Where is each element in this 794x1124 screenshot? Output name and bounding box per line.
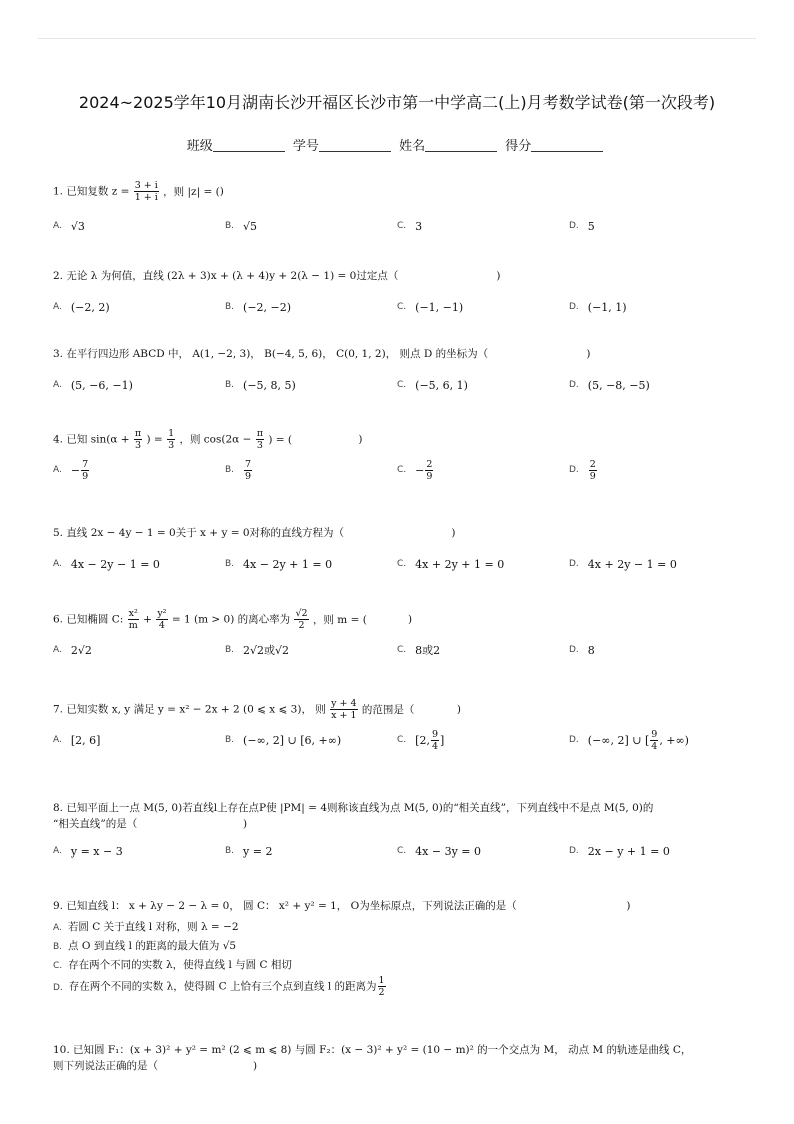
option-d[interactable]: D. 2x − y + 1 = 0 [569,844,670,858]
id-label: 学号 [292,139,319,154]
fraction: $\frac{1}{3}$ [168,428,175,451]
fraction: $\frac{\text{y²}}{4}$ [157,608,167,631]
option-d[interactable]: D. 8 [569,643,595,657]
page-title: 2024~2025学年10月湖南长沙开福区长沙市第一中学高二(上)月考数学试卷(第一次段考) [78,93,716,112]
options [53,374,753,396]
option-d[interactable]: D. (−∞, 2] ∪ [ $\frac{9}{4}$ , +∞) [569,728,689,752]
question-stem-line2: 则下列说法正确的是（ ) [53,1060,258,1072]
option-c[interactable]: C. 8或2 [397,644,441,657]
fraction: $\frac{3 + i}{1 + i}$ [134,180,158,203]
option-a[interactable]: A. 若圆 C 关于直线 l 对称，则 λ = −2 [53,921,239,933]
option-a[interactable]: A. (5, −6, −1) [53,378,133,392]
name-label: 姓名 [399,139,426,154]
option-b[interactable]: B. 4x − 2y + 1 = 0 [225,557,333,571]
option-d[interactable]: D. 4x + 2y − 1 = 0 [569,557,677,571]
question-stem: 4. 已知 sin(α + $\frac{\pi}{3}$ ) = $\frac{1}{3}$ ，则 cos(2α − $\frac{\pi}{3}$ ) = ( ) [53,428,363,451]
question-4 [53,428,753,481]
options [53,215,753,237]
options [53,639,753,661]
option-c[interactable]: C. 存在两个不同的实数 λ，使得直线 l 与圆 C 相切 [53,959,292,971]
option-d[interactable]: D. (−1, 1) [569,300,627,314]
option-d[interactable]: D. $\frac{2}{9}$ [569,458,596,482]
question-stem: 3. 在平行四边形 ABCD 中， A(1, −2, 3)， B(−4, 5, 6)， C(0, 1, 2)， 则点 D 的坐标为（ ) [53,348,591,360]
question-stem: 2. 无论 λ 为何值，直线 (2λ + 3)x + (λ + 4)y + 2(λ − 1) = 0过定点（ ) [53,270,501,282]
question-stem: 6. 已知椭圆 C: $\frac{\text{x²}}{m}$ + $\frac{\text{y²}}{4}$ = 1 (m > 0) 的离心率为 $\frac{√2}{2}$ ，则 m = ( ) [53,608,413,631]
option-c[interactable]: C. (−5, 6, 1) [397,378,468,392]
option-c[interactable]: C. [2, $\frac{9}{4}$ ] [397,728,445,752]
score-label: 得分 [505,139,532,154]
question-stem: 9. 已知直线 l： x + λy − 2 − λ = 0， 圆 C： x² + y² = 1， O为坐标原点，下列说法正确的是（ ) [53,900,631,912]
option-c[interactable]: C. 4x + 2y + 1 = 0 [397,557,505,571]
option-b[interactable]: B. $\frac{7}{9}$ [225,458,252,482]
option-b[interactable]: B. (−5, 8, 5) [225,378,296,392]
option-b[interactable]: B. y = 2 [225,844,273,858]
option-a[interactable]: A. (−2, 2) [53,300,110,314]
option-a[interactable]: A. − $\frac{7}{9}$ [53,458,89,482]
option-a[interactable]: A. y = x − 3 [53,844,123,858]
option-a[interactable]: A. √3 [53,219,85,233]
student-info-row [0,135,794,154]
option-a[interactable]: A. [2, 6] [53,733,101,747]
class-label: 班级 [186,139,213,154]
option-c[interactable]: C. 3 [397,219,423,233]
option-b[interactable]: B. (−2, −2) [225,300,292,314]
option-b[interactable]: B. 点 O 到直线 l 的距离的最大值为 √5 [53,940,237,952]
options [53,729,753,751]
option-a[interactable]: A. 4x − 2y − 1 = 0 [53,557,160,571]
question-stem: 5. 直线 2x − 4y − 1 = 0关于 x + y = 0对称的直线方程为（ ) [53,527,456,539]
fraction: $\frac{y + 4}{x + 1}$ [331,698,357,721]
options [53,296,753,318]
question-8 [53,800,753,862]
question-6 [53,608,753,661]
options [53,459,753,481]
question-2 [53,268,753,318]
question-10 [53,1042,753,1074]
fraction: $\frac{\text{x²}}{m}$ [128,608,138,631]
score-blank[interactable] [531,151,603,152]
question-9 [53,898,753,998]
question-5 [53,525,753,575]
header-rule [38,38,756,39]
question-1 [53,180,753,237]
option-b[interactable]: B. 2√2或√2 [225,644,290,657]
question-stem: 1. 已知复数 z = $\frac{3 + i}{1 + i}$ ，则 |z| = () [53,180,224,203]
fraction: $\frac{\pi}{3}$ [256,428,263,451]
question-7 [53,698,753,751]
question-stem: 8. 已知平面上一点 M(5, 0)若直线l上存在点P使 |PM| = 4则称该直线为点 M(5, 0)的“相关直线”，下列直线中不是点 M(5, 0)的 [53,802,654,814]
options [53,918,753,998]
question-stem-line2: “相关直线”的是（ ) [53,818,248,830]
fraction: $\frac{\pi}{3}$ [134,428,142,451]
fraction: $\frac{√2}{2}$ [295,608,308,631]
question-3 [53,346,753,396]
option-b[interactable]: B. (−∞, 2] ∪ [6, +∞) [225,733,342,747]
question-stem: 10. 已知圆 F₁：(x + 3)² + y² = m² (2 ⩽ m ⩽ 8) 与圆 F₂：(x − 3)² + y² = (10 − m)² 的一个交点为 M， 动点 M 的轨迹是曲线 C， [53,1044,692,1056]
option-b[interactable]: B. √5 [225,219,258,233]
option-d[interactable]: D. 5 [569,219,595,233]
option-c[interactable]: C. − $\frac{2}{9}$ [397,458,433,482]
option-a[interactable]: A. 2√2 [53,643,92,657]
option-c[interactable]: C. (−1, −1) [397,300,464,314]
name-blank[interactable] [425,151,497,152]
question-stem: 7. 已知实数 x, y 满足 y = x² − 2x + 2 (0 ⩽ x ⩽ 3)， 则 $\frac{y + 4}{x + 1}$ 的范围是（ ) [53,698,461,721]
options [53,553,753,575]
option-d[interactable]: D. 存在两个不同的实数 λ，使得圆 C 上恰有三个点到直线 l 的距离为 $\frac{1}{2}$ [53,975,385,998]
option-d[interactable]: D. (5, −8, −5) [569,378,650,392]
options [53,840,753,862]
id-blank[interactable] [319,151,391,152]
option-c[interactable]: C. 4x − 3y = 0 [397,844,481,858]
class-blank[interactable] [213,151,285,152]
